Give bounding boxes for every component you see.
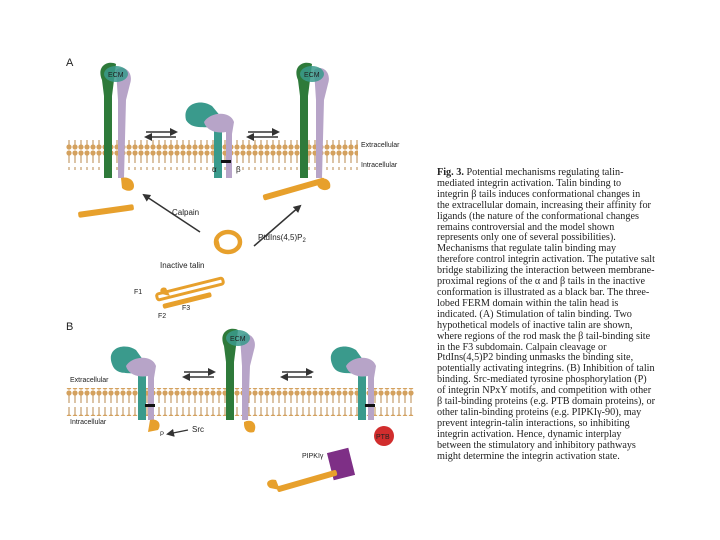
ptb-label: PTB — [376, 434, 390, 441]
panel-a-letter: A — [66, 57, 74, 69]
talin-rod-fragment — [78, 204, 134, 218]
intracellular-label-b: Intracellular — [70, 419, 107, 426]
integrin-b-center — [222, 329, 255, 433]
src-label: Src — [192, 425, 204, 434]
ecm-label-a2: ECM — [304, 72, 320, 79]
p-label: P — [160, 432, 165, 438]
figure-caption — [437, 168, 655, 462]
caption-text: Potential mechanisms regulating talin-mediated integrin activation. Talin binding to integrin β tails induces conformational changes in the extracellular domain, increasing their affinity for ligands (the nature of the conformational changes remains controversial and the model shown represents only one of several possibilities). Mechanisms that regulate talin binding may therefore control integrin activation. The putative salt bridge stabilizing the interaction between membrane-proximal regions of the α and β tails in the inactive conformation is illustrated as a black bar. The three-lobed FERM domain within the talin head is indicated. (A) Stimulation of talin binding. Two hypothetical models of inactive talin are shown, where regions of the rod mask the β tail-binding site in the F3 subdomain. Calpain cleavage or PtdIns(4,5)P2 binding unmasks the binding site, potentially activating integrins. (B) Inhibition of talin binding. Src-mediated tyrosine phosphorylation (P) of integrin NPxY motifs, and competition with other β tail-binding proteins (e.g. PTB domain proteins), or other talin-binding proteins (e.g. PIPKIγ-90), may prevent integrin-talin interactions, so inhibiting integrin activation. Hence, dynamic interplay between the stimulatory and inhibitory pathways might determine the integrin activation state. — [437, 167, 655, 462]
f1-label: F1 — [134, 289, 143, 296]
ecm-label-b: ECM — [230, 336, 246, 343]
beta-label: β — [236, 165, 241, 174]
equilibrium-arrows-a1 — [146, 132, 176, 137]
intracellular-label-a: Intracellular — [361, 162, 398, 169]
calpain-label: Calpain — [172, 208, 200, 217]
arrow-src — [168, 430, 188, 434]
inactive-talin-coiled — [214, 232, 240, 252]
extracellular-label-b: Extracellular — [70, 377, 109, 384]
equilibrium-arrows-b1 — [184, 372, 214, 377]
inactive-talin-label: Inactive talin — [160, 261, 205, 270]
panel-b-letter: B — [66, 321, 74, 333]
pipkig-label: PIPKIγ — [302, 453, 324, 460]
caption-title: Fig. 3. — [437, 167, 464, 178]
ptdins-label: $PtdIns(4,5)P_2$ — [258, 233, 306, 244]
equilibrium-arrows-a2 — [248, 132, 278, 137]
f2-label: F2 — [158, 313, 167, 320]
ecm-label-a1: ECM — [108, 72, 124, 79]
f3-label: F3 — [182, 305, 191, 312]
equilibrium-arrows-b2 — [282, 372, 312, 377]
extracellular-label-a: Extracellular — [361, 142, 400, 149]
alpha-label: α — [212, 165, 217, 174]
integrin-a-left — [100, 63, 134, 191]
